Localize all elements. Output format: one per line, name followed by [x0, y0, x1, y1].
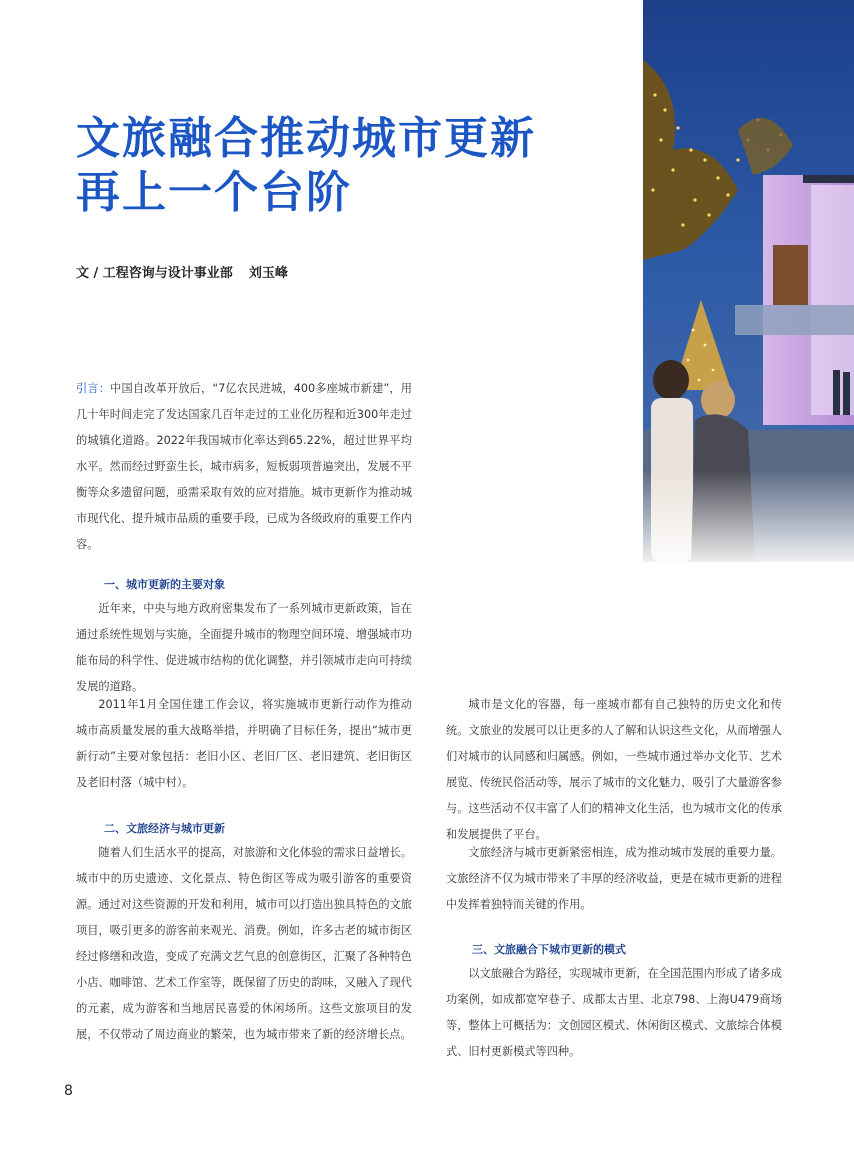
section2-paragraph-3: 文旅经济与城市更新紧密相连，成为推动城市发展的重要力量。文旅经济不仅为城市带来了丰厚的经济收益，更是在城市更新的进程中发挥着独特而关键的作用。 — [446, 846, 782, 911]
intro-paragraph — [76, 376, 412, 558]
intro-lead: 引言： — [76, 382, 111, 395]
section-heading-3: 三、文旅融合下城市更新的模式 — [472, 943, 626, 956]
section2-paragraph-1: 随着人们生活水平的提高，对旅游和文化体验的需求日益增长。城市中的历史遗迹、文化景点、特色街区等成为吸引游客的重要资源。通过对这些资源的开发和利用，城市可以打造出独具特色的文旅项目，吸引更多的游客前来观光、消费。例如，许多古老的城市街区经过修缮和改造，变成了充满文艺气息的创意街区，汇聚了各种特色小店、咖啡馆、艺术工作室等，既保留了历史的韵味，又融入了现代的元素，成为游客和当地居民喜爱的休闲场所。这些文旅项目的发展，不仅带动了周边商业的繁荣，也为城市带来了新的经济增长点。 — [76, 846, 412, 1041]
section3-paragraph-1: 以文旅融合为路径，实现城市更新，在全国范围内形成了诸多成功案例，如成都宽窄巷子、成都太古里、北京798、上海U479商场等，整体上可概括为：文创园区模式、休闲街区模式、文旅综合体模式、旧村更新模式等四种。 — [446, 967, 782, 1058]
byline — [76, 262, 288, 281]
section2-paragraph-2: 城市是文化的容器，每一座城市都有自己独特的历史文化和传统。文旅业的发展可以让更多的人了解和认识这些文化，从而增强人们对城市的认同感和归属感。例如，一些城市通过举办文化节、艺术展览、传统民俗活动等，展示了城市的文化魅力，吸引了大量游客参与。这些活动不仅丰富了人们的精神文化生活，也为城市文化的传承和发展提供了平台。 — [446, 698, 782, 841]
title-line-1: 文旅融合推动城市更新 — [76, 113, 536, 164]
hero-photo — [643, 0, 854, 562]
section-heading-2: 二、文旅经济与城市更新 — [104, 822, 225, 835]
night-street-illustration — [643, 0, 854, 562]
section-heading-1: 一、城市更新的主要对象 — [104, 578, 225, 591]
page-number: 8 — [64, 1083, 73, 1099]
byline-department: 文 / 工程咨询与设计事业部 — [76, 266, 233, 281]
section1-paragraph-1: 近年来，中央与地方政府密集发布了一系列城市更新政策，旨在通过系统性规划与实施，全面提升城市的物理空间环境、增强城市功能布局的科学性、促进城市结构的优化调整，并引领城市走向可持续发展的道路。 — [76, 602, 412, 693]
byline-author: 刘玉峰 — [248, 266, 288, 281]
title-line-2: 再上一个台阶 — [76, 167, 352, 218]
article-title — [76, 112, 596, 220]
intro-text: 中国自改革开放后，“7亿农民进城，400多座城市新建”，用几十年时间走完了发达国家几百年走过的工业化历程和近300年走过的城镇化道路。2022年我国城市化率达到65.22%，超过世界平均水平。然而经过野蛮生长，城市病多，短板弱项普遍突出，发展不平衡等众多遗留问题，亟需采取有效的应对措施。城市更新作为推动城市现代化、提升城市品质的重要手段，已成为各级政府的重要工作内容。 — [76, 382, 412, 551]
section1-paragraph-2: 2011年1月全国住建工作会议，将实施城市更新行动作为推动城市高质量发展的重大战略举措，并明确了目标任务，提出“城市更新行动”主要对象包括：老旧小区、老旧厂区、老旧建筑、老旧街区及老旧村落（城中村）。 — [76, 698, 412, 789]
